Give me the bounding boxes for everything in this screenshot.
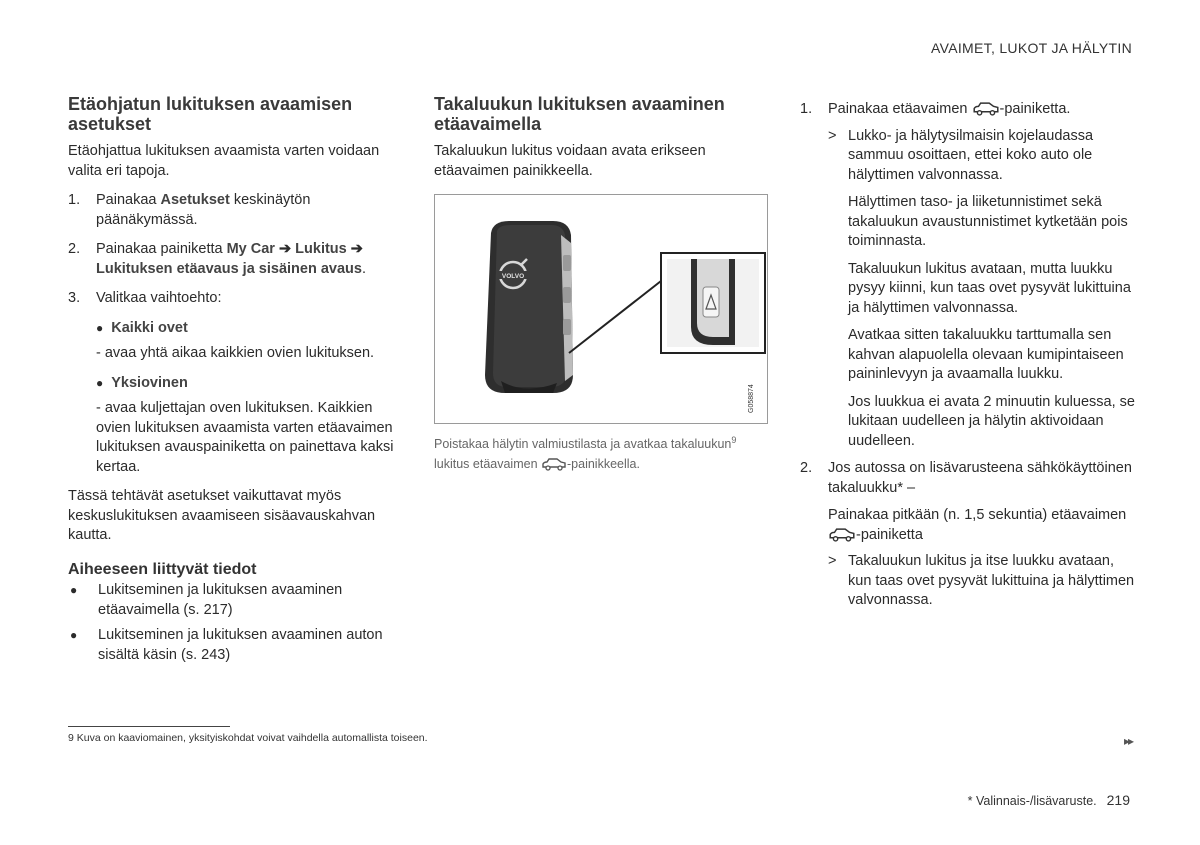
related-link-text[interactable]: Lukitseminen ja lukituksen avaaminen etäavaimella (s. 217) [98,582,343,618]
step-2 [800,459,1135,498]
step-text: Painakaa etäavaimen -painiketta. [828,100,1070,123]
option-description: - avaa kuljettajan oven lukituksen. Kaikkien ovien lukituksen avaamista varten etäavaimen lukituksen avauspainiketta on painettava kaksi kertaa. [96,400,394,475]
section-heading: Takaluukun lukituksen avaaminen etäavaimella [434,94,725,134]
result-marker: > [828,553,837,569]
step-1 [800,100,1135,123]
arrow-right-icon: ➔ [350,241,363,257]
column-tailgate-unlock [434,94,768,181]
section-heading: Etäohjatun lukituksen avaamisen asetukset [68,94,353,134]
option-label: Kaikki ovet [111,319,188,336]
footnote-ref[interactable]: 9 [731,435,737,445]
result-text: Takaluukun lukitus ja itse luukku avataan, kun taas ovet pysyvät lukittuina ja hälyttimen valvonnassa. [848,553,1135,608]
note-paragraph: Tässä tehtävät asetukset vaikuttavat myös keskuslukituksen avaamiseen sisäavauskahvan kautta. [68,488,376,543]
menu-term: My Car [226,241,275,257]
detail-paragraph: Avatkaa sitten takaluukku tarttumalla sen kahvan alapuolella olevaan kumipintaiseen paininlevyyn ja avaamalla luukku. [848,327,1124,382]
step-text: Painakaa painiketta My Car ➔ Lukitus ➔ Lukituksen etäavaus ja sisäinen avaus. [96,241,366,277]
optional-equipment-note: * Valinnais-/lisävaruste. [967,794,1097,808]
intro-paragraph: Takaluukun lukitus voidaan avata erikseen etäavaimen painikkeella. [434,143,706,179]
menu-term: Asetukset [160,192,230,208]
step-2-detail: Painakaa pitkään (n. 1,5 sekuntia) etäavaimen -painiketta [800,506,1135,548]
menu-term: Lukitus [295,241,347,257]
detail-paragraph: Jos luukkua ei avata 2 minuutin kuluessa, se lukitaan uudelleen ja hälytin aktivoidaan uudelleen. [848,393,1135,449]
result-1 [800,127,1135,186]
step-2 [68,240,408,279]
step-number: 2. [68,241,81,257]
option-label: Yksiovinen [111,374,188,391]
running-header: AVAIMET, LUKOT JA HÄLYTIN [931,40,1132,56]
related-link[interactable] [68,581,408,620]
option-single-door [68,374,408,394]
bullet-icon: ● [70,583,78,597]
arrow-right-icon: ➔ [278,241,292,257]
column-remote-unlock-settings [68,94,408,665]
step-3 [68,289,408,309]
step-number: 1. [800,101,813,117]
key-fob-illustration [434,194,768,424]
result-text: Lukko- ja hälytysilmaisin kojelaudassa sammuu osoittaen, ettei koko auto ole hälyttimen valvonnassa. [848,127,1094,183]
step-1 [68,191,408,230]
intro-paragraph: Etäohjattua lukituksen avaamista varten voidaan valita eri tapoja. [68,143,380,179]
column-tailgate-steps [800,100,1135,611]
footnote-number: 9 [68,732,74,744]
step-text: Painakaa Asetukset keskinäytön päänäkymässä. [96,192,311,228]
continue-arrows-icon: ▸▸ [1123,734,1132,748]
tailgate-car-icon [972,101,1000,123]
page-number: 219 [1106,792,1130,808]
result-2 [800,552,1135,611]
bullet-icon: ● [96,320,104,335]
step-number: 2. [800,460,813,476]
footnote-text: Kuva on kaaviomainen, yksityiskohdat voivat vaihdella automallista toiseen. [76,732,428,744]
menu-term: Lukituksen etäavaus ja sisäinen avaus [96,260,362,277]
step-text: Valitkaa vaihtoehto: [96,290,222,306]
figure-code: G058874 [748,384,755,413]
tailgate-car-icon [828,527,856,549]
footnote-divider [68,726,230,727]
step-number: 3. [68,290,81,306]
related-heading: Aiheeseen liittyvät tiedot [68,560,257,578]
page-footer [968,792,1130,808]
volvo-logo-text: VOLVO [501,273,525,280]
step-number: 1. [68,192,81,208]
footnote [68,732,428,744]
related-link-text[interactable]: Lukitseminen ja lukituksen avaaminen auton sisältä käsin (s. 243) [98,627,383,663]
result-marker: > [828,127,837,144]
step-text: Jos autossa on lisävarusteena sähkökäyttöinen takaluukku* – [828,460,1132,496]
option-description: - avaa yhtä aikaa kaikkien ovien lukituksen. [96,345,375,361]
option-all-doors [68,319,408,339]
bullet-icon: ● [70,628,78,642]
tailgate-car-icon [541,457,567,477]
key-fob-drawing [435,195,767,423]
bullet-icon: ● [96,375,104,390]
detail-paragraph: Takaluukun lukitus avataan, mutta luukku pysyy kiinni, kun taas ovet pysyvät lukittuina ja hälyttimen valvonnassa. [848,260,1131,316]
related-link[interactable] [68,626,408,665]
figure-caption: Poistakaa hälytin valmiustilasta ja avatkaa takaluukun$^9$ lukitus etäavaimen -painikkeella. [434,430,769,477]
detail-paragraph: Hälyttimen taso- ja liiketunnistimet sekä takaluukun avaustunnistimet kytketään pois toiminnasta. [848,194,1128,249]
